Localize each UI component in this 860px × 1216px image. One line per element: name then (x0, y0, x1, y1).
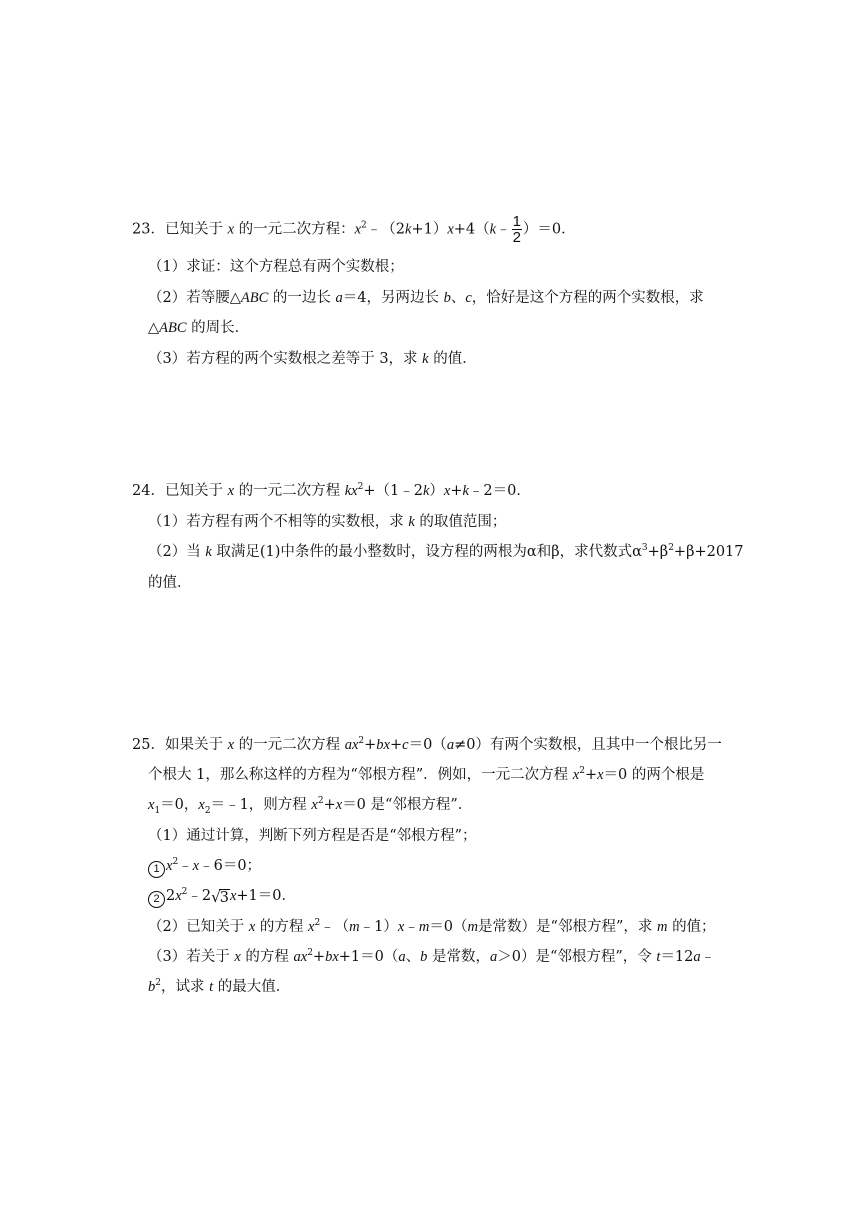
q25-stem-line1: 25．如果关于 x 的一元二次方程 $ax^2+bx+c=0(a\ne 0)$有两个实数根，且其中一个根比另一 (132, 736, 722, 753)
q23-stem: 23．已知关于 x 的一元二次方程：$x^2﹣(2k+1)x+4(k﹣$ $\frac{1}{2}$ ）＝0． (132, 213, 576, 246)
q25-stem-line2: 个根大 1，那么称这样的方程为“邻根方程”．例如，一元二次方程 $x^2+x=0$ 的两个根是 (148, 766, 705, 783)
q25-equation-1: 1 $x^2﹣x﹣6=0$； (148, 856, 261, 878)
q25-part2: （2）已知关于 x 的方程 $x^2﹣(m﹣1)x﹣m=0(m$是常数）是“邻根方程”，求 m 的值； (148, 918, 716, 935)
q24-part2-line1: （2）当 k 取满足(1)中条件的最小整数时，设方程的两根为α和β，求代数式$\alpha^3+\beta^2+\beta+2017$ (148, 543, 744, 560)
q23-part3: （3）若方程的两个实数根之差等于 3，求 k 的值． (148, 351, 477, 367)
q24-stem: 24．已知关于 x 的一元二次方程 $kx^2+(1﹣2k)x+k﹣2=0$． (132, 482, 531, 499)
q23-part2-line2: △ABC 的周长． (148, 320, 250, 336)
circled-number-2: 2 (148, 891, 165, 908)
q25-part3-line1: （3）若关于 x 的方程 $ax^2+bx+1=0(a$、b 是常数，a＞0）是“邻根方程”，令 t＝12a﹣ (148, 948, 716, 965)
q24-part2-line2: 的值． (148, 575, 192, 591)
square-root: √3 (211, 888, 229, 906)
q25-part1: （1）通过计算，判断下列方程是否是“邻根方程”； (148, 828, 477, 844)
q23-part1: （1）求证：这个方程总有两个实数根； (148, 259, 404, 275)
q23-part2-line1: （2）若等腰△ABC 的一边长 a＝4，另两边长 b、c，恰好是这个方程的两个实数根，求 (148, 290, 704, 306)
q25-stem-line3: $x_1=0$，$x_2=﹣1$，则方程 $x^2+x=0$ 是“邻根方程”． (148, 796, 473, 816)
q25-part3-line2: $b^2$，试求 t 的最大值． (148, 978, 291, 995)
q24-part1: （1）若方程有两个不相等的实数根，求 k 的取值范围； (148, 514, 507, 530)
circled-number-1: 1 (148, 861, 165, 878)
q25-equation-2: 2 $2x^2﹣2√3x+1=0$． (148, 886, 296, 908)
fraction-one-half: $\frac{1}{2}$ (512, 213, 521, 246)
